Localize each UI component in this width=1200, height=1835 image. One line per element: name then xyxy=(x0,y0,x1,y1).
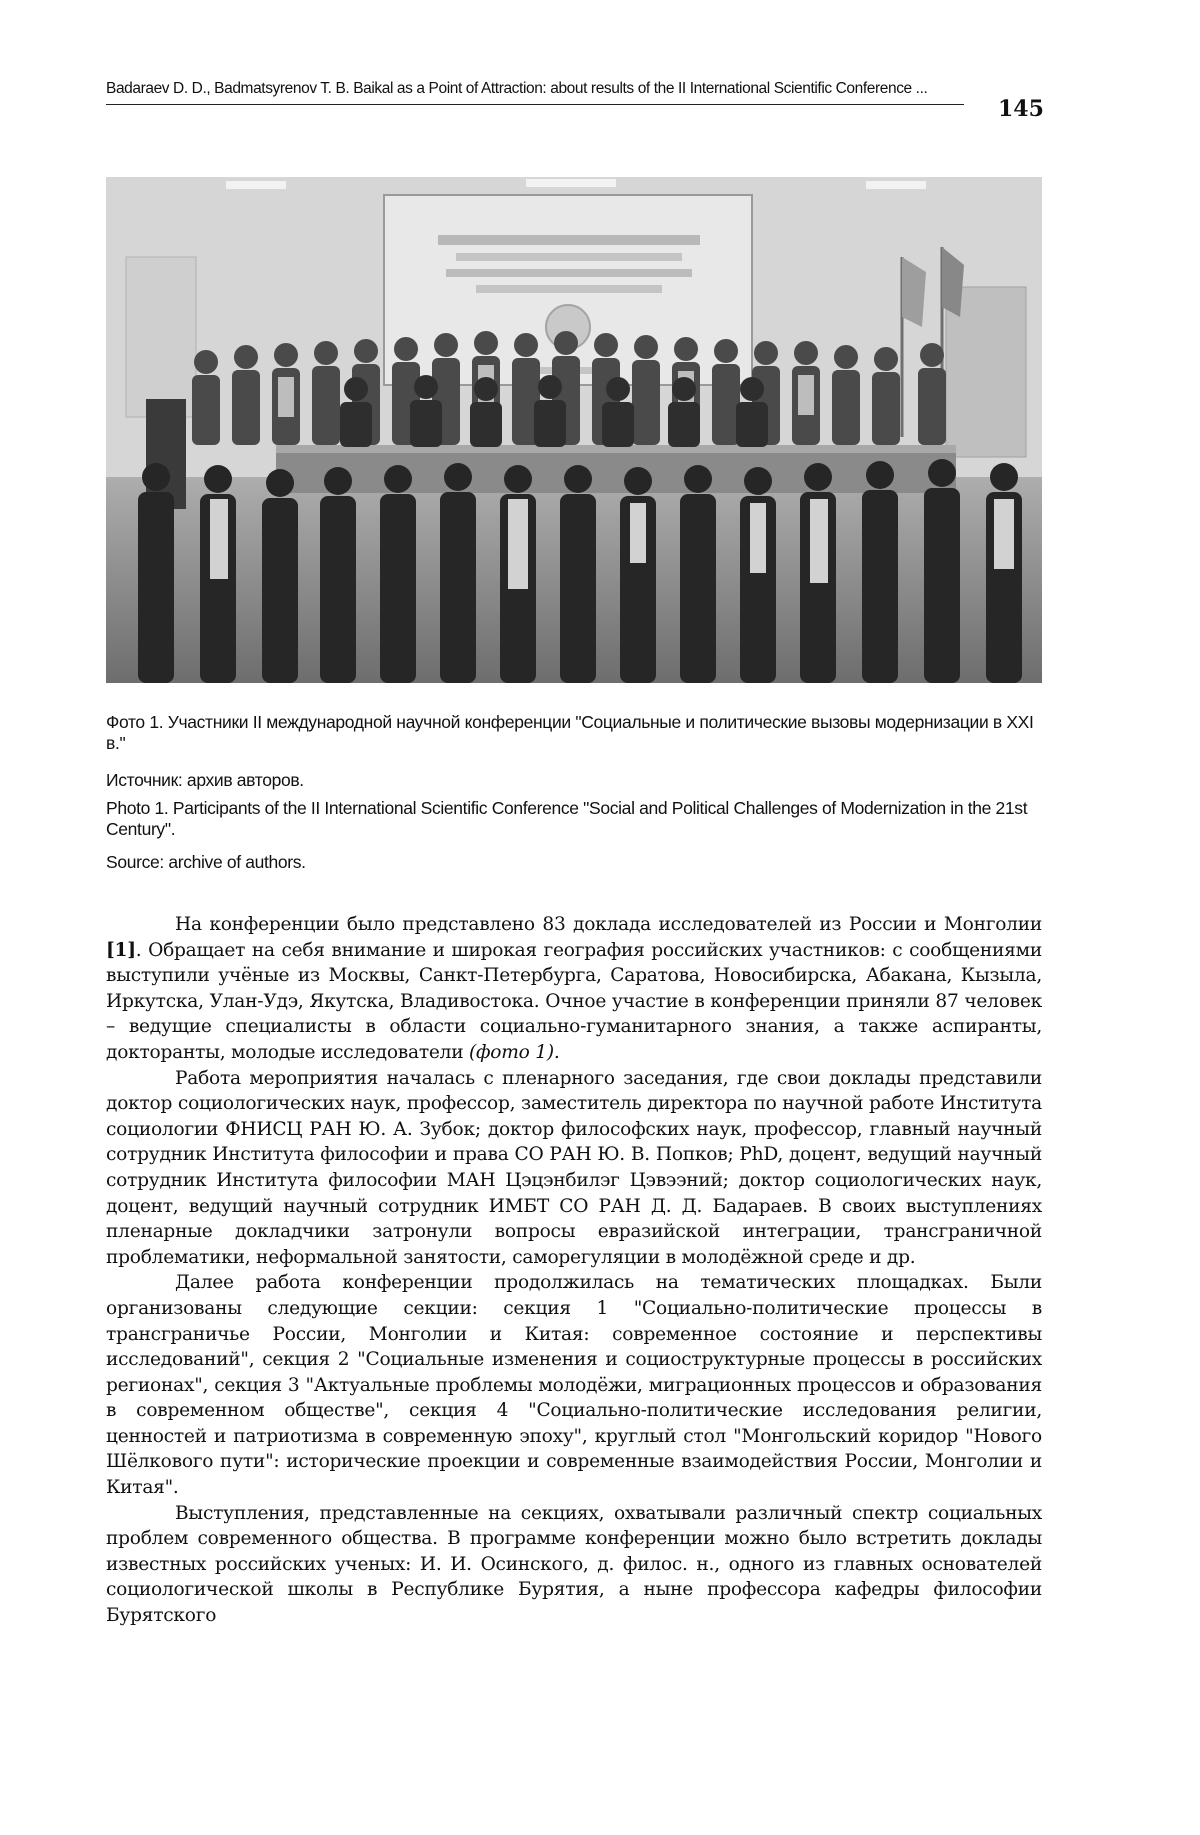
paragraph-1 xyxy=(106,912,1042,1066)
photo-reference: (фото 1). xyxy=(469,1041,560,1063)
header-rule xyxy=(106,104,964,105)
paragraph-2: Работа мероприятия началась с пленарного заседания, где свои доклады представили доктор социологических наук, профессор, заместитель директора по научной работе Института социологии ФНИСЦ РАН Ю. А. Зубок; доктор философских наук, профессор, главный научный сотрудник Института философии и права СО РАН Ю. В. Попков; PhD, доцент, ведущий научный сотрудник Института философии МАН Цэцэнбилэг Цэвээний; доктор социологических наук, доцент, ведущий научный сотрудник ИМБТ СО РАН Д. Д. Бадараев. В своих выступлениях пленарные докладчики затронули вопросы евразийской интеграции, трансграничной проблематики, неформальной занятости, саморегуляции в молодёжной среде и др. xyxy=(106,1067,1042,1268)
paragraph-4: Выступления, представленные на секциях, охватывали различный спектр социальных проблем современного общества. В программе конференции можно было встретить доклады известных российских ученых: И. И. Осинского, д. филос. н., одного из главных основателей социологической школы в Республике Бурятия, а ныне профессора кафедры философии Бурятского xyxy=(106,1502,1042,1627)
paragraph-3: Далее работа конференции продолжилась на тематических площадках. Были организованы следующие секции: секция 1 "Социально-политические процессы в трансграничье России, Монголии и Китая: современное состояние и перспективы исследований", секция 2 "Социальные изменения и социоструктурные процессы в российских регионах", секция 3 "Актуальные проблемы молодёжи, миграционных процессов и образования в современном обществе", секция 4 "Социально-политические исследования религии, ценностей и патриотизма в современную эпоху", круглый стол "Монгольский коридор "Нового Шёлкового пути": исторические проекции и современные взаимодействия России, Монголии и Китая". xyxy=(106,1272,1042,1499)
citation-reference: [1] xyxy=(106,939,136,961)
figure-source-ru: Источник: архив авторов. xyxy=(106,770,304,790)
figure-caption-en: Photo 1. Participants of the II International Scientific Conference "Social and Political Challenges of Modernization in the 21st Century". xyxy=(106,798,1028,839)
figure-caption-ru: Фото 1. Участники II международной научной конференции "Социальные и политические вызовы модернизации в XXI в." xyxy=(106,712,1034,753)
figure-source-en: Source: archive of authors. xyxy=(106,852,306,872)
article-body xyxy=(106,912,1042,1629)
paragraph-1-text-a: На конференции было представлено 83 доклада исследователей из России и Монголии xyxy=(175,914,1042,935)
group-photo xyxy=(106,177,1042,683)
page-number: 145 xyxy=(998,96,1044,122)
paragraph-1-text-b: . Обращает на себя внимание и широкая география российских участников: с сообщениями выступили учёные из Москвы, Санкт-Петербурга, Саратова, Новосибирска, Абакана, Кызыла, Иркутска, Улан-Удэ, Якутска, Владивостока. Очное участие в конференции приняли 87 человек – ведущие специалисты в области социально-гуманитарного знания, а также аспиранты, докторанты, молодые исследователи xyxy=(106,939,1042,1063)
running-header: Badaraev D. D., Badmatsyrenov T. B. Baikal as a Point of Attraction: about results of the II International Scientific Conference ... xyxy=(106,80,928,97)
group-photo-illustration xyxy=(106,177,1042,683)
